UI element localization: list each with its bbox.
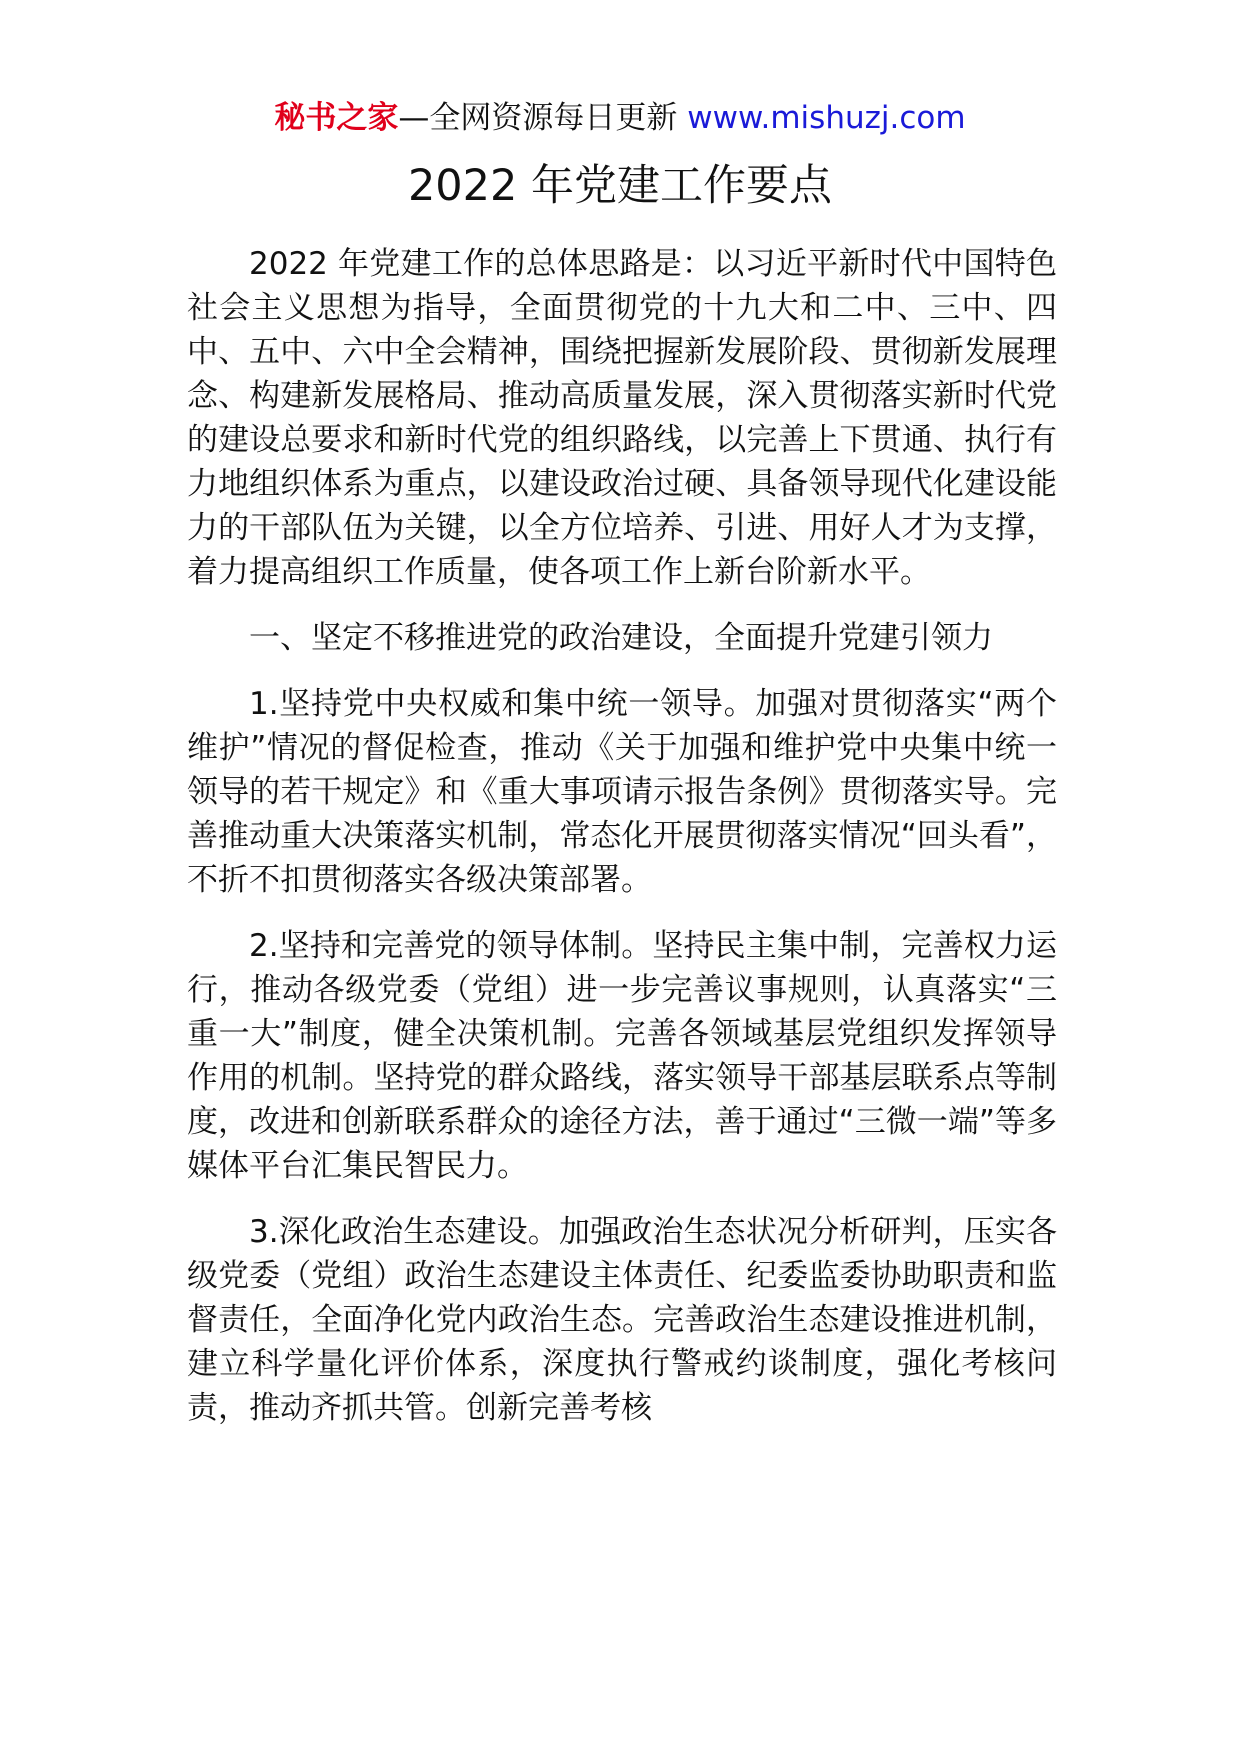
header-tagline: —全网资源每日更新 — [398, 100, 678, 136]
paragraph-item-3: 3.深化政治生态建设。加强政治生态状况分析研判，压实各级党委（党组）政治生态建设主体责任、纪委监委协助职责和监督责任，全面净化党内政治生态。完善政治生态建设推进机制，建立科学量化评价体系，深度执行警戒约谈制度，强化考核问责，推动齐抓共管。创新完善考核 — [187, 1214, 1057, 1426]
brand-name: 秘书之家 — [274, 100, 399, 136]
site-header — [0, 98, 1240, 138]
document-body — [187, 242, 1057, 1452]
section-heading-1: 一、坚定不移推进党的政治建设，全面提升党建引领力 — [249, 620, 993, 656]
site-url[interactable]: www.mishuzj.com — [687, 100, 966, 136]
document-title: 2022 年党建工作要点 — [407, 161, 833, 211]
paragraph-item-1: 1.坚持党中央权威和集中统一领导。加强对贯彻落实“两个维护”情况的督促检查，推动《关于加强和维护党中央集中统一领导的若干规定》和《重大事项请示报告条例》贯彻落实导。完善推动重大决策落实机制，常态化开展贯彻落实情况“回头看”，不折不扣贯彻落实各级决策部署。 — [187, 686, 1057, 898]
paragraph-item-2: 2.坚持和完善党的领导体制。坚持民主集中制，完善权力运行，推动各级党委（党组）进一步完善议事规则，认真落实“三重一大”制度，健全决策机制。完善各领域基层党组织发挥领导作用的机制。坚持党的群众路线，落实领导干部基层联系点等制度，改进和创新联系群众的途径方法，善于通过“三微一端”等多媒体平台汇集民智民力。 — [187, 928, 1057, 1184]
paragraph-intro: 2022 年党建工作的总体思路是：以习近平新时代中国特色社会主义思想为指导，全面贯彻党的十九大和二中、三中、四中、五中、六中全会精神，围绕把握新发展阶段、贯彻新发展理念、构建新发展格局、推动高质量发展，深入贯彻落实新时代党的建设总要求和新时代党的组织路线，以完善上下贯通、执行有力地组织体系为重点，以建设政治过硬、具备领导现代化建设能力的干部队伍为关键，以全方位培养、引进、用好人才为支撑，着力提高组织工作质量，使各项工作上新台阶新水平。 — [187, 246, 1057, 590]
